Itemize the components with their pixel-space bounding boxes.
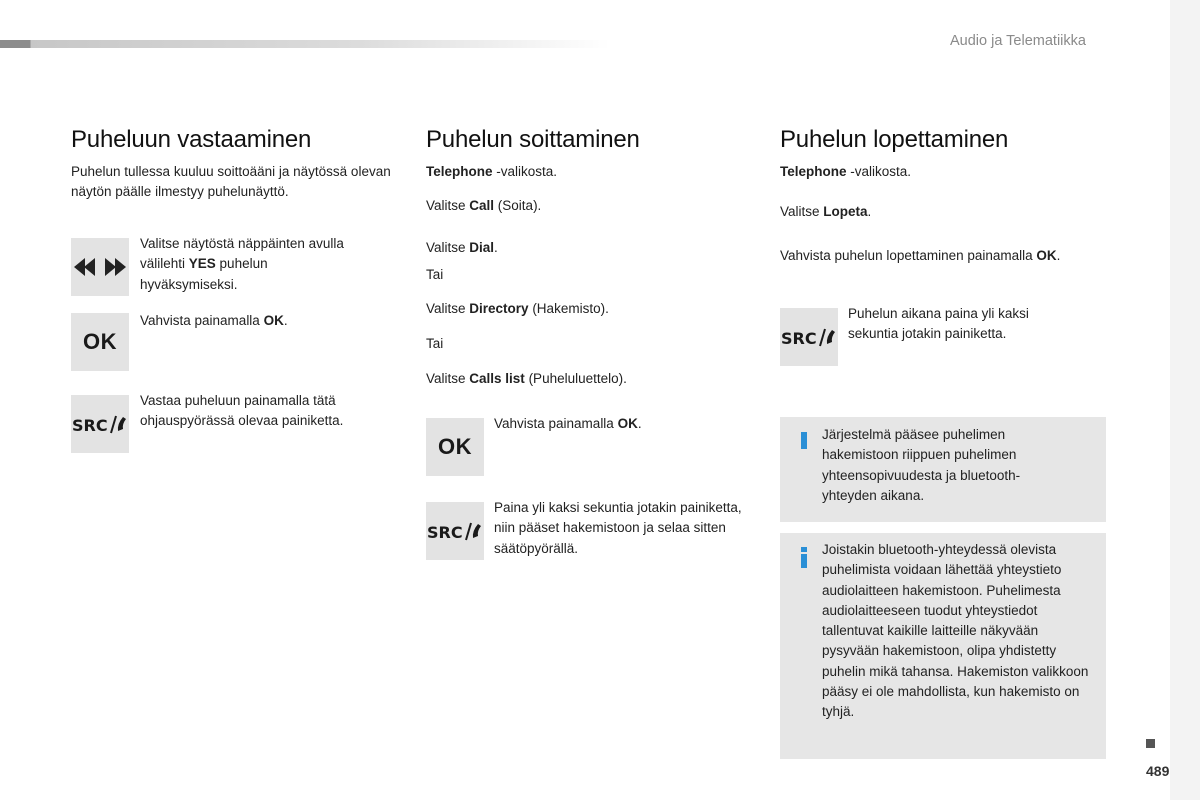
end-step-src: Puhelun aikana paina yli kaksi sekuntia jotakin painiketta. (848, 306, 1029, 342)
heading-end-call: Puhelun lopettaminen (780, 126, 1009, 153)
end-line-2: Valitse Lopeta. (780, 204, 872, 219)
call-line-1: Telephone -valikosta. (426, 164, 558, 179)
src-phone-icon (71, 395, 129, 453)
call-line-or-2: Tai (426, 336, 444, 351)
ok-button-icon: OK (71, 313, 129, 371)
call-step-src: Paina yli kaksi sekuntia jotakin painiketta, niin pääset hakemistoon ja selaa sitten säätöpyörällä. (494, 500, 742, 556)
info-note-1 (780, 417, 1106, 522)
info-note-2 (780, 533, 1106, 759)
end-line-1: Telephone -valikosta. (780, 164, 912, 179)
end-line-3: Vahvista puhelun lopettaminen painamalla OK. (780, 248, 1061, 263)
answer-step-3: Vastaa puheluun painamalla tätä ohjauspyörässä olevaa painiketta. (140, 393, 344, 429)
svg-text:SRC: SRC (781, 329, 817, 348)
heading-answer-call: Puheluun vastaaminen (71, 126, 312, 153)
call-step-ok: Vahvista painamalla OK. (494, 416, 642, 431)
src-phone-icon (426, 502, 484, 560)
call-line-or-1: Tai (426, 267, 444, 282)
svg-text:SRC: SRC (72, 416, 108, 435)
answer-step-2: Vahvista painamalla OK. (140, 313, 288, 328)
answer-intro: Puhelun tullessa kuuluu soittoääni ja näytössä olevan näytön päälle ilmestyy puhelunäyttö. (71, 164, 391, 200)
info-icon (801, 554, 807, 568)
heading-make-call: Puhelun soittaminen (426, 126, 640, 153)
answer-step-1: Valitse näytöstä näppäinten avulla välilehti YES puhelun hyväksymiseksi. (140, 236, 344, 292)
page-number: 489 (1146, 763, 1170, 779)
header-gradient-bar (0, 40, 610, 48)
info-icon (801, 432, 807, 449)
call-line-4: Valitse Directory (Hakemisto). (426, 301, 609, 316)
svg-text:SRC: SRC (427, 523, 463, 542)
call-line-2: Valitse Call (Soita). (426, 198, 542, 213)
section-title: Audio ja Telematiikka (950, 33, 1086, 49)
src-phone-icon (780, 308, 838, 366)
info-note-1-text: Järjestelmä pääsee puhelimen hakemistoon riippuen puhelimen yhteensopivuudesta ja bluetooth-yhteyden aikana. (822, 427, 1021, 503)
prev-next-icon (71, 238, 129, 296)
info-icon-dot (801, 547, 807, 552)
call-line-5: Valitse Calls list (Puheluluettelo). (426, 371, 627, 386)
ok-button-icon: OK (426, 418, 484, 476)
page-edge (1170, 0, 1200, 800)
info-note-2-text: Joistakin bluetooth-yhteydessä olevista puhelimista voidaan lähettää yhteystieto audiolaitteen hakemistoon. Puhelimesta audiolaitteeseen tuodut yhteystiedot tallentuvat kaikille laitteille näkyvään pysyvään hakemistoon, olipa yhdistetty puhelin mikä tahansa. Hakemiston valikkoon pääsy ei ole mahdollista, kun hakemisto on tyhjä. (822, 542, 1089, 720)
page-marker (1146, 739, 1155, 748)
call-line-3: Valitse Dial. (426, 240, 498, 255)
